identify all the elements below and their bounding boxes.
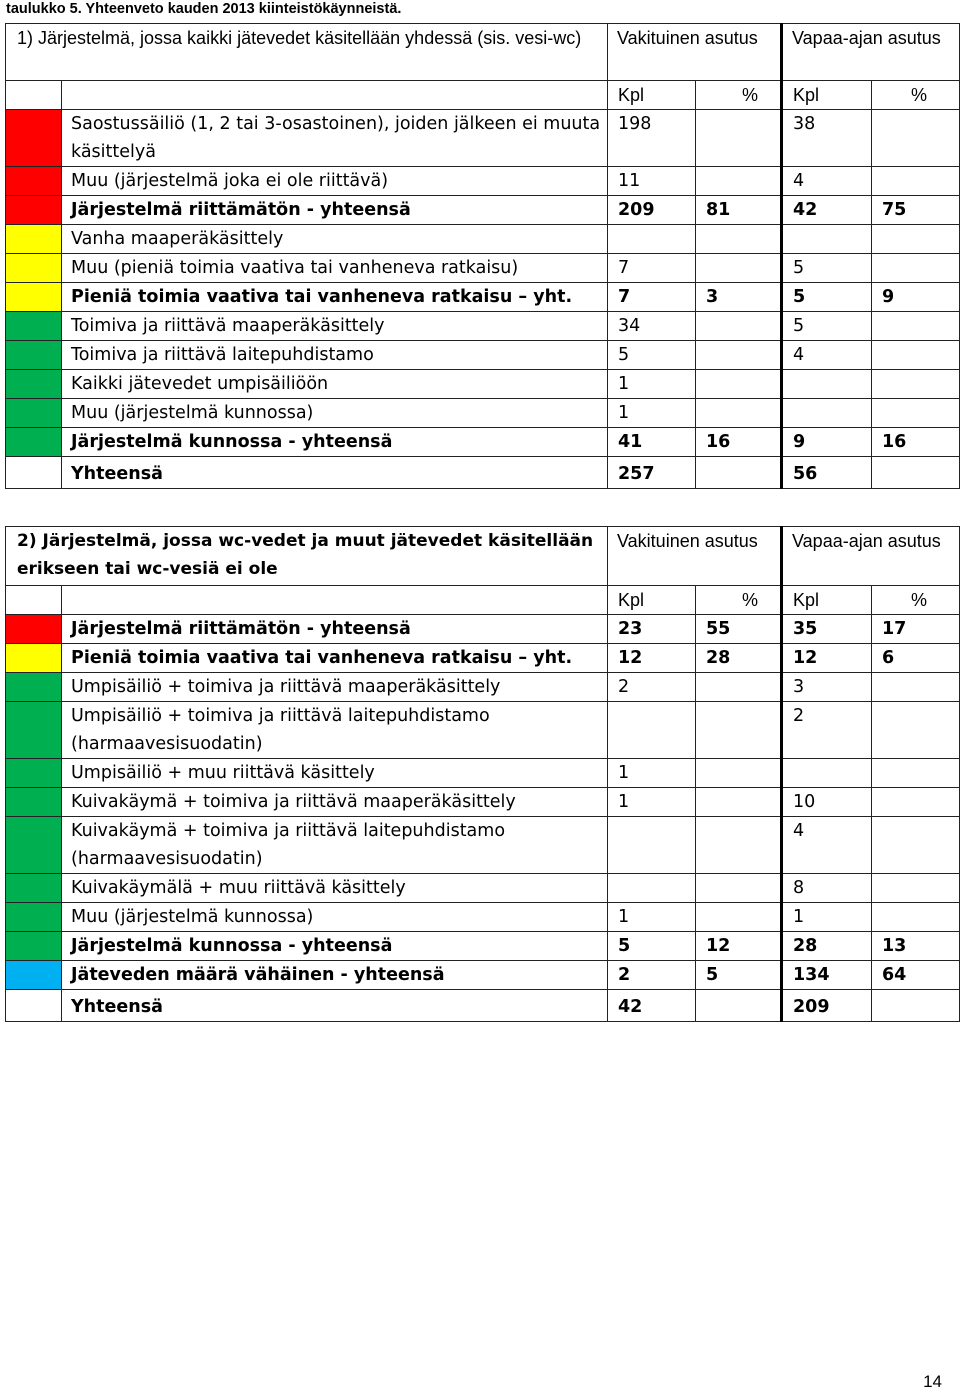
vak-kpl-cell: 42 bbox=[608, 990, 696, 1022]
table-row bbox=[6, 167, 960, 196]
vak-pct-cell bbox=[696, 903, 782, 932]
table-1-body bbox=[6, 24, 960, 489]
vap-pct-cell bbox=[872, 788, 960, 817]
vap-pct-cell: 6 bbox=[872, 644, 960, 673]
table-1-unit-row bbox=[6, 81, 960, 110]
vap-kpl-cell: 28 bbox=[782, 932, 872, 961]
table-2-vap-pct: % bbox=[872, 586, 960, 615]
table-1-header-row bbox=[6, 24, 960, 81]
vak-kpl-cell: 5 bbox=[608, 341, 696, 370]
row-label: Yhteensä bbox=[62, 457, 608, 489]
vak-kpl-cell: 34 bbox=[608, 312, 696, 341]
vap-kpl-cell bbox=[782, 399, 872, 428]
status-color-swatch bbox=[6, 254, 62, 283]
vak-pct-cell bbox=[696, 167, 782, 196]
table-row bbox=[6, 110, 960, 167]
vak-kpl-cell: 41 bbox=[608, 428, 696, 457]
row-label: Saostussäiliö (1, 2 tai 3-osastoinen), joiden jälkeen ei muuta käsittelyä bbox=[62, 110, 608, 167]
vak-pct-cell bbox=[696, 874, 782, 903]
vak-pct-cell: 16 bbox=[696, 428, 782, 457]
table-1-vap-kpl: Kpl bbox=[782, 81, 872, 110]
page-number: 14 bbox=[923, 1372, 942, 1391]
status-color-swatch bbox=[6, 167, 62, 196]
vap-kpl-cell: 134 bbox=[782, 961, 872, 990]
status-color-swatch bbox=[6, 788, 62, 817]
vak-pct-cell bbox=[696, 341, 782, 370]
table-2-col-vakituinen: Vakituinen asutus bbox=[608, 527, 782, 586]
status-color-swatch bbox=[6, 817, 62, 874]
status-color-swatch bbox=[6, 341, 62, 370]
vap-pct-cell bbox=[872, 702, 960, 759]
vap-kpl-cell: 5 bbox=[782, 283, 872, 312]
vak-kpl-cell: 198 bbox=[608, 110, 696, 167]
vak-pct-cell: 28 bbox=[696, 644, 782, 673]
vak-pct-cell bbox=[696, 254, 782, 283]
table-2-body bbox=[6, 527, 960, 1022]
vap-pct-cell bbox=[872, 457, 960, 489]
table-1-col-vapaa-ajan: Vapaa-ajan asutus bbox=[782, 24, 960, 81]
status-color-swatch bbox=[6, 615, 62, 644]
vak-pct-cell bbox=[696, 702, 782, 759]
status-color-swatch bbox=[6, 874, 62, 903]
vap-kpl-cell: 9 bbox=[782, 428, 872, 457]
row-label: Yhteensä bbox=[62, 990, 608, 1022]
table-2-vak-pct: % bbox=[696, 586, 782, 615]
vak-pct-cell: 3 bbox=[696, 283, 782, 312]
status-color-swatch bbox=[6, 961, 62, 990]
row-label: Toimiva ja riittävä laitepuhdistamo bbox=[62, 341, 608, 370]
status-color-swatch bbox=[6, 702, 62, 759]
row-label: Kuivakäymälä + muu riittävä käsittely bbox=[62, 874, 608, 903]
table-1-vap-pct: % bbox=[872, 81, 960, 110]
vap-pct-cell bbox=[872, 990, 960, 1022]
table-row bbox=[6, 457, 960, 489]
row-label: Pieniä toimia vaativa tai vanheneva ratkaisu – yht. bbox=[62, 644, 608, 673]
vak-kpl-cell: 23 bbox=[608, 615, 696, 644]
status-color-swatch bbox=[6, 370, 62, 399]
row-label: Kuivakäymä + toimiva ja riittävä laitepuhdistamo (harmaavesisuodatin) bbox=[62, 817, 608, 874]
vak-kpl-cell: 1 bbox=[608, 759, 696, 788]
vap-kpl-cell bbox=[782, 759, 872, 788]
table-row bbox=[6, 990, 960, 1022]
table-2-header-row bbox=[6, 527, 960, 586]
table-row bbox=[6, 702, 960, 759]
vap-pct-cell bbox=[872, 759, 960, 788]
table-row bbox=[6, 370, 960, 399]
row-label: Muu (järjestelmä kunnossa) bbox=[62, 399, 608, 428]
vak-pct-cell: 5 bbox=[696, 961, 782, 990]
vap-pct-cell bbox=[872, 341, 960, 370]
row-label: Umpisäiliö + muu riittävä käsittely bbox=[62, 759, 608, 788]
table-caption: taulukko 5. Yhteenveto kauden 2013 kiinteistökäynneistä. bbox=[6, 1, 402, 17]
vak-pct-cell bbox=[696, 817, 782, 874]
table-row bbox=[6, 283, 960, 312]
vap-kpl-cell: 8 bbox=[782, 874, 872, 903]
table-1-col-vakituinen: Vakituinen asutus bbox=[608, 24, 782, 81]
table-row bbox=[6, 341, 960, 370]
table-1-vak-pct: % bbox=[696, 81, 782, 110]
table-row bbox=[6, 673, 960, 702]
vap-kpl-cell: 4 bbox=[782, 167, 872, 196]
table-row bbox=[6, 428, 960, 457]
table-2-unit-row bbox=[6, 586, 960, 615]
row-label: Järjestelmä riittämätön - yhteensä bbox=[62, 196, 608, 225]
table-row bbox=[6, 615, 960, 644]
table-row bbox=[6, 903, 960, 932]
status-color-swatch bbox=[6, 673, 62, 702]
status-color-swatch bbox=[6, 759, 62, 788]
vap-pct-cell bbox=[872, 370, 960, 399]
row-label: Vanha maaperäkäsittely bbox=[62, 225, 608, 254]
vak-kpl-cell: 1 bbox=[608, 903, 696, 932]
vap-kpl-cell: 4 bbox=[782, 341, 872, 370]
table-row bbox=[6, 817, 960, 874]
vak-pct-cell: 12 bbox=[696, 932, 782, 961]
vak-kpl-cell: 7 bbox=[608, 254, 696, 283]
vak-pct-cell bbox=[696, 370, 782, 399]
vap-kpl-cell bbox=[782, 225, 872, 254]
vak-pct-cell bbox=[696, 457, 782, 489]
row-label: Muu (pieniä toimia vaativa tai vanheneva ratkaisu) bbox=[62, 254, 608, 283]
status-color-swatch bbox=[6, 428, 62, 457]
vak-pct-cell bbox=[696, 399, 782, 428]
vak-kpl-cell bbox=[608, 225, 696, 254]
vap-pct-cell bbox=[872, 874, 960, 903]
vak-pct-cell bbox=[696, 673, 782, 702]
vap-kpl-cell: 35 bbox=[782, 615, 872, 644]
table-row bbox=[6, 225, 960, 254]
vap-pct-cell bbox=[872, 673, 960, 702]
status-color-swatch bbox=[6, 990, 62, 1022]
table-2-vak-kpl: Kpl bbox=[608, 586, 696, 615]
vak-pct-cell: 55 bbox=[696, 615, 782, 644]
vap-kpl-cell: 5 bbox=[782, 312, 872, 341]
vap-kpl-cell: 56 bbox=[782, 457, 872, 489]
table-row bbox=[6, 399, 960, 428]
vak-kpl-cell: 7 bbox=[608, 283, 696, 312]
vak-kpl-cell: 12 bbox=[608, 644, 696, 673]
vap-kpl-cell: 4 bbox=[782, 817, 872, 874]
status-color-swatch bbox=[6, 644, 62, 673]
table-1-title: 1) Järjestelmä, jossa kaikki jätevedet käsitellään yhdessä (sis. vesi-wc) bbox=[6, 24, 608, 81]
table-row bbox=[6, 961, 960, 990]
vap-pct-cell: 75 bbox=[872, 196, 960, 225]
vak-kpl-cell: 209 bbox=[608, 196, 696, 225]
vak-pct-cell: 81 bbox=[696, 196, 782, 225]
row-label: Jäteveden määrä vähäinen - yhteensä bbox=[62, 961, 608, 990]
row-label: Järjestelmä riittämätön - yhteensä bbox=[62, 615, 608, 644]
table-row bbox=[6, 759, 960, 788]
vap-kpl-cell: 1 bbox=[782, 903, 872, 932]
vap-kpl-cell bbox=[782, 370, 872, 399]
vap-kpl-cell: 12 bbox=[782, 644, 872, 673]
row-label: Muu (järjestelmä joka ei ole riittävä) bbox=[62, 167, 608, 196]
vak-kpl-cell: 257 bbox=[608, 457, 696, 489]
status-color-swatch bbox=[6, 312, 62, 341]
vap-pct-cell: 13 bbox=[872, 932, 960, 961]
table-row bbox=[6, 932, 960, 961]
table-2-title: 2) Järjestelmä, jossa wc-vedet ja muut jätevedet käsitellään erikseen tai wc-vesiä ei ole bbox=[6, 527, 608, 586]
row-label: Järjestelmä kunnossa - yhteensä bbox=[62, 932, 608, 961]
vap-pct-cell bbox=[872, 167, 960, 196]
vap-kpl-cell: 42 bbox=[782, 196, 872, 225]
status-color-swatch bbox=[6, 932, 62, 961]
vap-kpl-cell: 3 bbox=[782, 673, 872, 702]
vak-kpl-cell: 1 bbox=[608, 788, 696, 817]
vak-pct-cell bbox=[696, 990, 782, 1022]
vap-pct-cell: 9 bbox=[872, 283, 960, 312]
table-row bbox=[6, 874, 960, 903]
vap-pct-cell bbox=[872, 817, 960, 874]
vap-pct-cell: 17 bbox=[872, 615, 960, 644]
row-label: Järjestelmä kunnossa - yhteensä bbox=[62, 428, 608, 457]
table-1 bbox=[5, 23, 960, 489]
table-row bbox=[6, 788, 960, 817]
vak-pct-cell bbox=[696, 110, 782, 167]
vak-kpl-cell: 1 bbox=[608, 399, 696, 428]
row-label: Muu (järjestelmä kunnossa) bbox=[62, 903, 608, 932]
vak-kpl-cell: 5 bbox=[608, 932, 696, 961]
table-2-vap-kpl: Kpl bbox=[782, 586, 872, 615]
vap-kpl-cell: 10 bbox=[782, 788, 872, 817]
vak-kpl-cell bbox=[608, 817, 696, 874]
status-color-swatch bbox=[6, 457, 62, 489]
table-2-col-vapaa-ajan: Vapaa-ajan asutus bbox=[782, 527, 960, 586]
vak-kpl-cell bbox=[608, 874, 696, 903]
vak-pct-cell bbox=[696, 225, 782, 254]
row-label: Umpisäiliö + toimiva ja riittävä laitepuhdistamo (harmaavesisuodatin) bbox=[62, 702, 608, 759]
status-color-swatch bbox=[6, 225, 62, 254]
table-row bbox=[6, 644, 960, 673]
vap-kpl-cell: 38 bbox=[782, 110, 872, 167]
status-color-swatch bbox=[6, 283, 62, 312]
vak-kpl-cell: 11 bbox=[608, 167, 696, 196]
vak-kpl-cell: 2 bbox=[608, 673, 696, 702]
table-2 bbox=[5, 526, 960, 1022]
vap-pct-cell bbox=[872, 312, 960, 341]
table-row bbox=[6, 196, 960, 225]
table-row bbox=[6, 254, 960, 283]
vak-kpl-cell: 2 bbox=[608, 961, 696, 990]
row-label: Toimiva ja riittävä maaperäkäsittely bbox=[62, 312, 608, 341]
status-color-swatch bbox=[6, 196, 62, 225]
vak-kpl-cell: 1 bbox=[608, 370, 696, 399]
vak-kpl-cell bbox=[608, 702, 696, 759]
vak-pct-cell bbox=[696, 788, 782, 817]
vak-pct-cell bbox=[696, 759, 782, 788]
vap-pct-cell bbox=[872, 225, 960, 254]
vap-kpl-cell: 209 bbox=[782, 990, 872, 1022]
vak-pct-cell bbox=[696, 312, 782, 341]
vap-kpl-cell: 5 bbox=[782, 254, 872, 283]
vap-pct-cell bbox=[872, 399, 960, 428]
table-1-vak-kpl: Kpl bbox=[608, 81, 696, 110]
vap-kpl-cell: 2 bbox=[782, 702, 872, 759]
vap-pct-cell: 64 bbox=[872, 961, 960, 990]
vap-pct-cell bbox=[872, 110, 960, 167]
status-color-swatch bbox=[6, 110, 62, 167]
table-row bbox=[6, 312, 960, 341]
status-color-swatch bbox=[6, 903, 62, 932]
vap-pct-cell bbox=[872, 903, 960, 932]
vap-pct-cell bbox=[872, 254, 960, 283]
vap-pct-cell: 16 bbox=[872, 428, 960, 457]
status-color-swatch bbox=[6, 399, 62, 428]
row-label: Pieniä toimia vaativa tai vanheneva ratkaisu – yht. bbox=[62, 283, 608, 312]
row-label: Kuivakäymä + toimiva ja riittävä maaperäkäsittely bbox=[62, 788, 608, 817]
row-label: Umpisäiliö + toimiva ja riittävä maaperäkäsittely bbox=[62, 673, 608, 702]
row-label: Kaikki jätevedet umpisäiliöön bbox=[62, 370, 608, 399]
